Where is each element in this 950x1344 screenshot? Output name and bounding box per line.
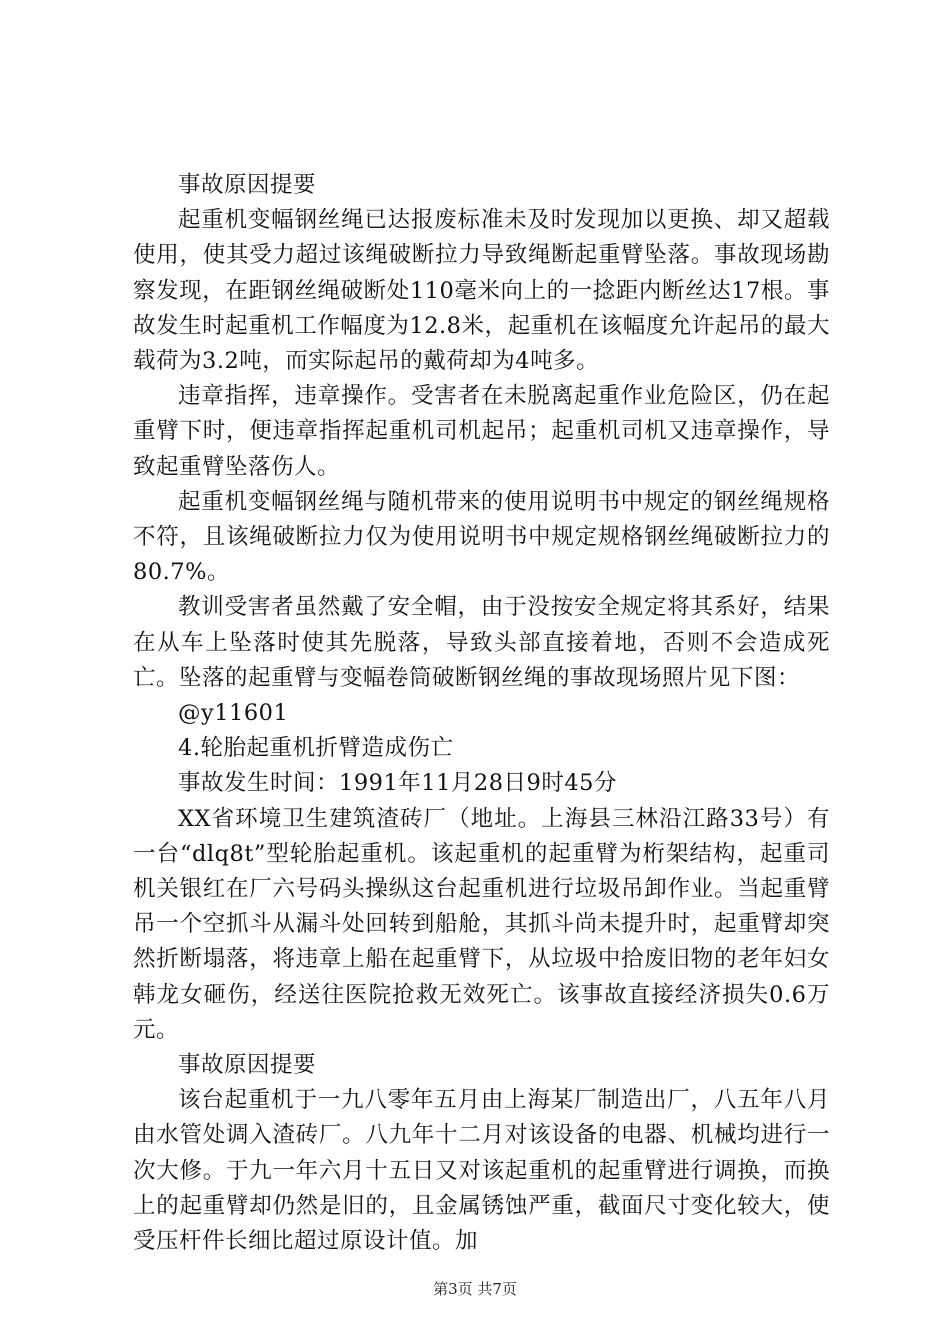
paragraph-heading-cause-2: 事故原因提要 xyxy=(178,1052,317,1079)
paragraph-lesson: 教训受害者虽然戴了安全帽，由于没按安全规定将其系好，结果在从车上坠落时使其先脱落，导致头部直接着地，否则不会造成死亡。坠落的起重臂与变幅卷筒破断钢丝绳的事故现场照片见下图： xyxy=(133,594,830,691)
page-footer: 第3页 共7页 xyxy=(433,1280,517,1298)
paragraph-crane-history: 该台起重机于一九八零年五月由上海某厂制造出厂，八五年八月由水管处调入渣砖厂。八九年十二月对该设备的电器、机械均进行一次大修。于九一年六月十五日又对该起重机的起重臂进行调换，而换上的起重臂却仍然是旧的，且金属锈蚀严重，截面尺寸变化较大，使受压杆件长细比超过原设计值。加 xyxy=(133,1087,830,1255)
paragraph-rope-spec-mismatch: 起重机变幅钢丝绳与随机带来的使用说明书中规定的钢丝绳规格不符，且该绳破断拉力仅为使用说明书中规定规格钢丝绳破断拉力的80.7%。 xyxy=(133,488,830,586)
paragraph-accident-time: 事故发生时间：1991年11月28日9时45分 xyxy=(178,770,617,797)
document-body xyxy=(133,168,830,1259)
paragraph-accident-description: XX省环境卫生建筑渣砖厂（地址。上海县三林沿江路33号）有一台“dlq8t”型轮胎起重机。该起重机的起重臂为桁架结构，起重司机关银红在厂六号码头操纵这台起重机进行垃圾吊卸作业。当起重臂吊一个空抓斗从漏斗处回转到船舱，其抓斗尚未提升时，起重臂却突然折断塌落，将违章上船在起重臂下，从垃圾中拾废旧物的老年妇女韩龙女砸伤，经送往医院抢救无效死亡。该事故直接经济损失0.6万元。 xyxy=(133,805,830,1043)
paragraph-wire-rope-overload: 起重机变幅钢丝绳已达报废标准未及时发现加以更换、却又超载使用，使其受力超过该绳破断拉力导致绳断起重臂坠落。事故现场勘察发现，在距钢丝绳破断处110毫米向上的一捻距内断丝达17根。事故发生时起重机工作幅度为12.8米，起重机在该幅度允许起吊的最大载荷为3.2吨，而实际起吊的戴荷却为4吨多。 xyxy=(133,207,830,375)
paragraph-image-ref: @y11601 xyxy=(178,700,289,727)
paragraph-heading-cause: 事故原因提要 xyxy=(178,172,317,198)
paragraph-illegal-command: 违章指挥，违章操作。受害者在未脱离起重作业危险区，仍在起重臂下时，便违章指挥起重机司机起吊；起重机司机又违章操作，导致起重臂坠落伤人。 xyxy=(133,383,830,480)
paragraph-section-title: 4.轮胎起重机折臂造成伤亡 xyxy=(178,735,454,762)
